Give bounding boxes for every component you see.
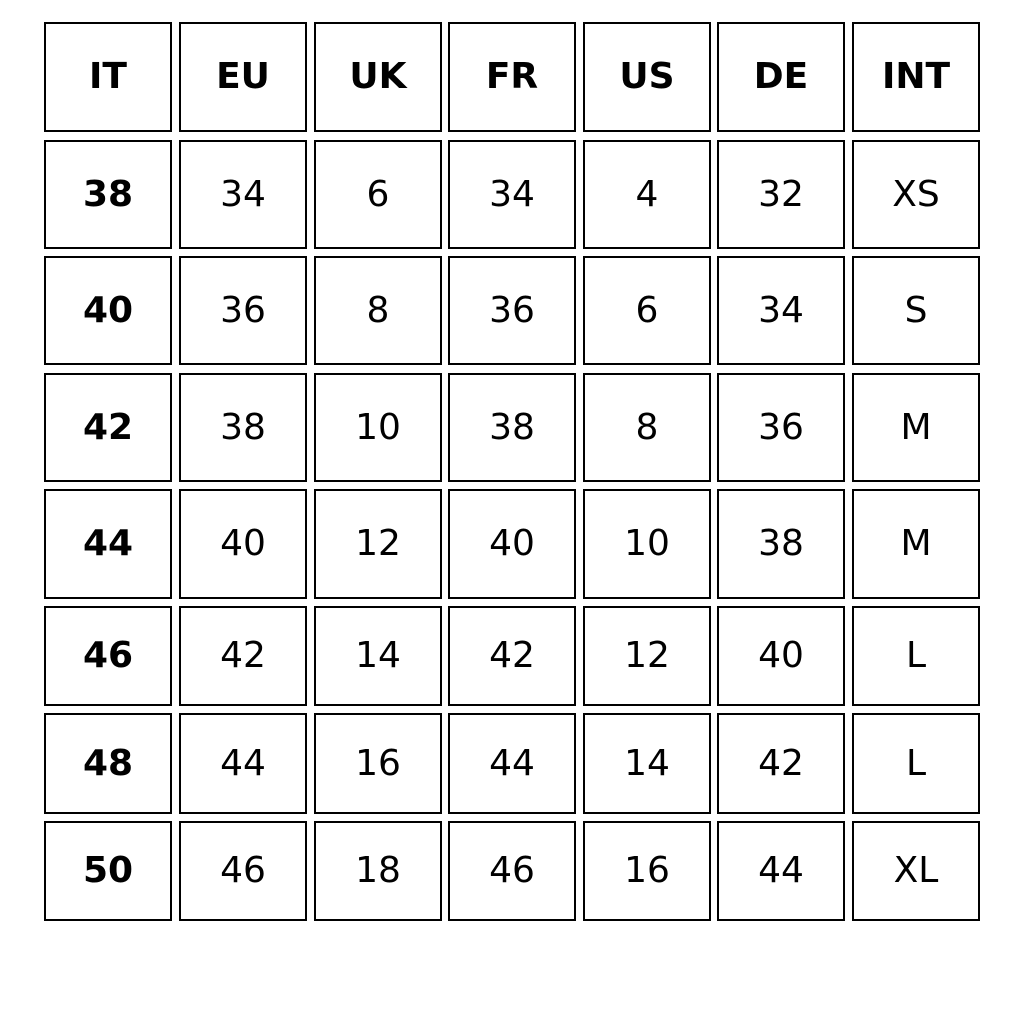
table-cell: 40: [448, 489, 576, 599]
table-cell: 12: [583, 606, 711, 706]
header-cell-fr: FR: [448, 22, 576, 132]
table-cell: 16: [314, 713, 442, 814]
table-cell: 16: [583, 821, 711, 921]
table-cell: 44: [717, 821, 845, 921]
table-cell: 38: [717, 489, 845, 599]
header-cell-uk: UK: [314, 22, 442, 132]
table-cell: 46: [179, 821, 307, 921]
table-cell: 36: [717, 373, 845, 482]
table-cell: 6: [314, 140, 442, 249]
table-cell: 14: [314, 606, 442, 706]
table-cell: 34: [717, 256, 845, 365]
header-cell-it: IT: [44, 22, 172, 132]
table-cell: 10: [583, 489, 711, 599]
header-cell-eu: EU: [179, 22, 307, 132]
table-cell: XL: [852, 821, 980, 921]
table-cell: 38: [179, 373, 307, 482]
table-cell: 10: [314, 373, 442, 482]
table-cell: M: [852, 373, 980, 482]
row-header-cell: 44: [44, 489, 172, 599]
table-cell: 44: [448, 713, 576, 814]
row-header-cell: 50: [44, 821, 172, 921]
header-cell-de: DE: [717, 22, 845, 132]
table-cell: XS: [852, 140, 980, 249]
table-cell: 6: [583, 256, 711, 365]
table-cell: 4: [583, 140, 711, 249]
table-cell: 32: [717, 140, 845, 249]
table-cell: 44: [179, 713, 307, 814]
table-cell: 18: [314, 821, 442, 921]
header-cell-int: INT: [852, 22, 980, 132]
table-cell: 42: [448, 606, 576, 706]
table-cell: M: [852, 489, 980, 599]
table-cell: 34: [179, 140, 307, 249]
row-header-cell: 38: [44, 140, 172, 249]
table-cell: S: [852, 256, 980, 365]
row-header-cell: 48: [44, 713, 172, 814]
table-cell: L: [852, 606, 980, 706]
table-cell: 12: [314, 489, 442, 599]
table-cell: 36: [179, 256, 307, 365]
table-cell: 40: [179, 489, 307, 599]
table-cell: 36: [448, 256, 576, 365]
table-cell: 42: [179, 606, 307, 706]
table-cell: 40: [717, 606, 845, 706]
size-conversion-table: [44, 22, 981, 922]
table-cell: 42: [717, 713, 845, 814]
table-cell: L: [852, 713, 980, 814]
row-header-cell: 40: [44, 256, 172, 365]
table-cell: 34: [448, 140, 576, 249]
table-cell: 14: [583, 713, 711, 814]
row-header-cell: 46: [44, 606, 172, 706]
table-cell: 8: [583, 373, 711, 482]
table-cell: 8: [314, 256, 442, 365]
row-header-cell: 42: [44, 373, 172, 482]
header-cell-us: US: [583, 22, 711, 132]
table-cell: 46: [448, 821, 576, 921]
table-cell: 38: [448, 373, 576, 482]
